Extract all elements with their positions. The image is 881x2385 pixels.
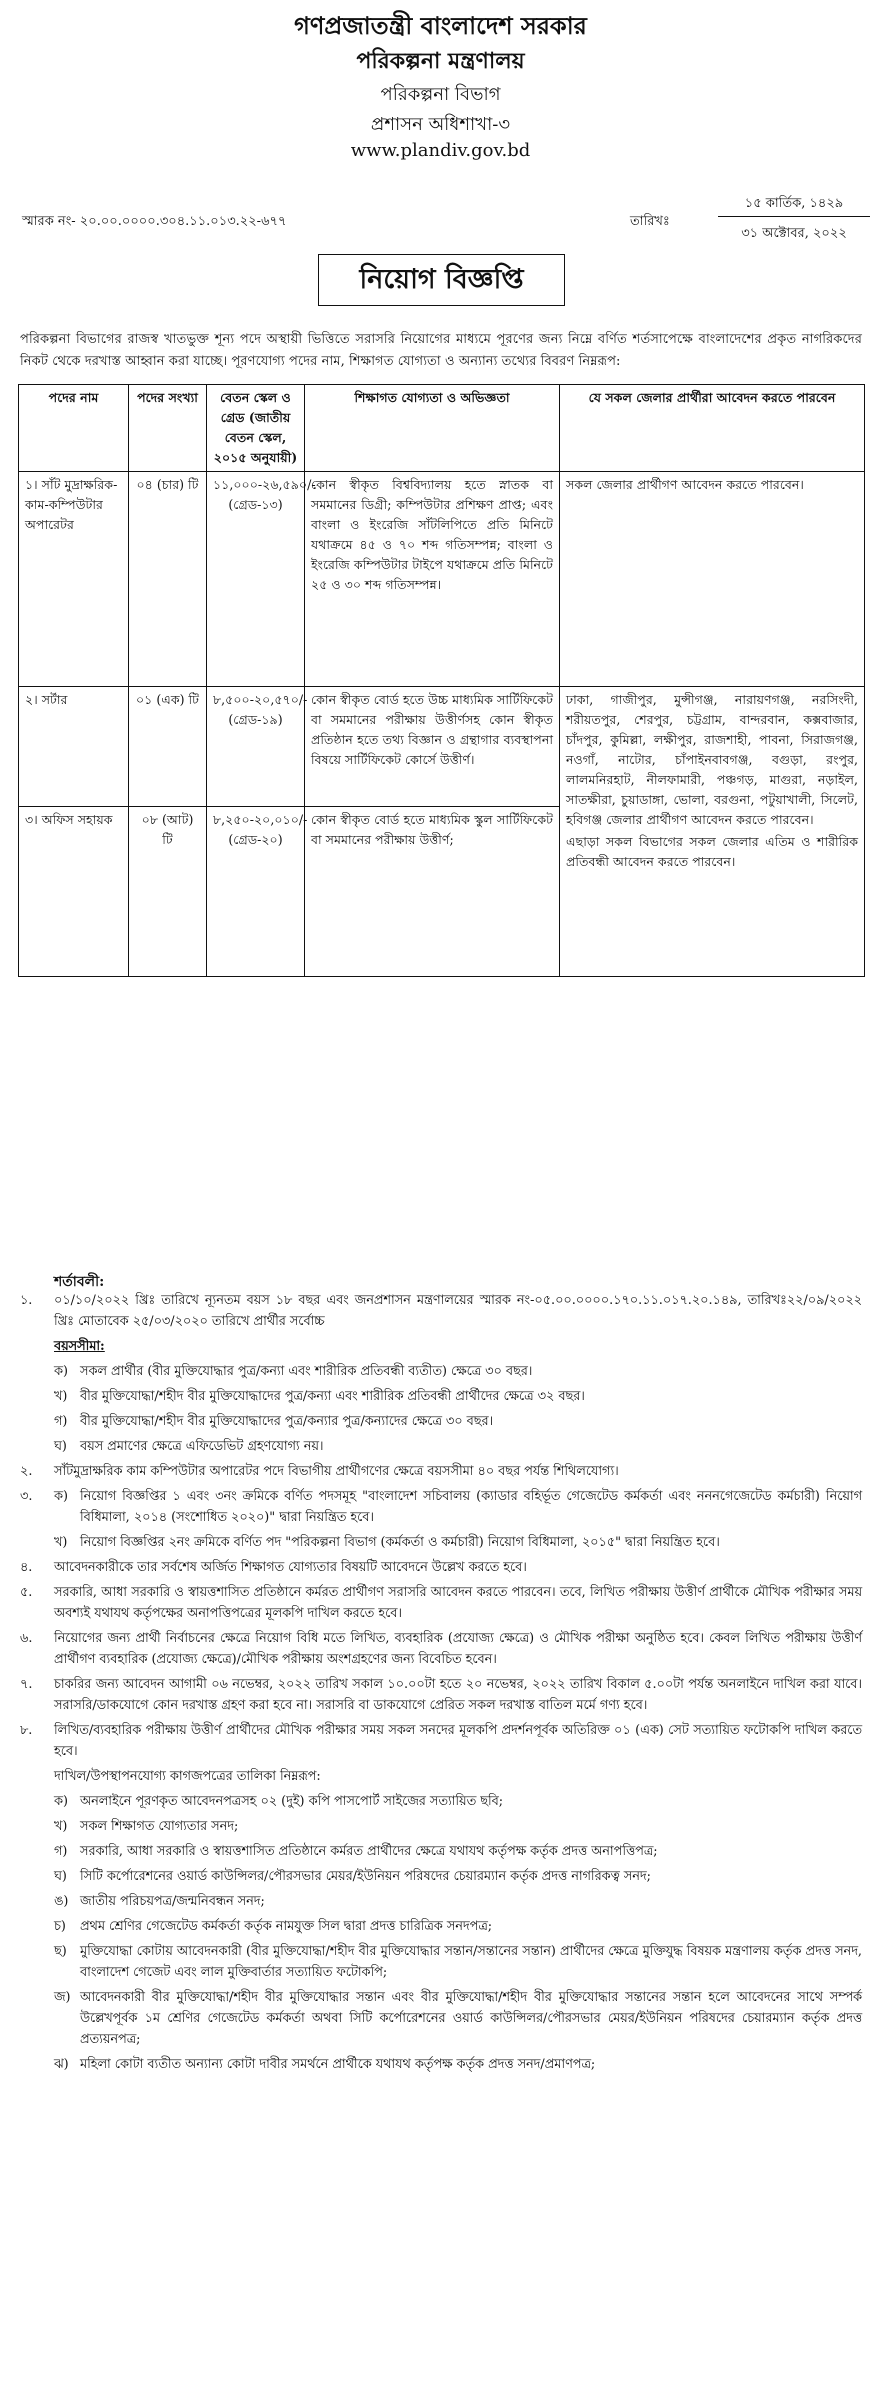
col-post-name: পদের নাম [19,385,129,472]
condition-number: ৪. [20,1560,33,1575]
table-header-row [19,385,865,472]
item-key: ঘ) [54,1869,67,1884]
item-text: বীর মুক্তিযোদ্ধা/শহীদ বীর মুক্তিযোদ্ধাদের পুত্র/কন্যার পুত্র/কন্যাদের ক্ষেত্রে ৩০ বছর। [80,1414,494,1429]
districts: ঢাকা, গাজীপুর, মুন্সীগঞ্জ, নারায়ণগঞ্জ, নরসিংদী, শরীয়তপুর, শেরপুর, চট্টগ্রাম, বান্দরবান, কক্সবাজার, চাঁদপুর, কুমিল্লা, লক্ষীপুর, রাজশাহী, পাবনা, সিরাজগঞ্জ, নওগাঁ, নাটোর, চাঁপাইনবাবগঞ্জ, বগুড়া, রংপুর, লালমনিরহাট, নীলফামারী, পঞ্চগড়, মাগুরা, নড়াইল, সাতক্ষীরা, চুয়াডাঙ্গা, ভোলা, বরগুনা, পটুয়াখালী, সিলেট, হবিগঞ্জ জেলার প্রার্থীগণ আবেদন করতে পারবেন। [566,692,858,827]
memo-number: স্মারক নং- ২০.০০.০০০০.৩০৪.১১.০১৩.২২-৬৭৭ [22,214,287,229]
item-text: আবেদনকারী বীর মুক্তিযোদ্ধা/শহীদ বীর মুক্তিযোদ্ধার সন্তান এবং বীর মুক্তিযোদ্ধা/শহীদ বীর মুক্তিযোদ্ধার সন্তানের সন্তান হলে আবেদনের সাথে সম্পর্ক উল্লেখপূর্বক ১ম শ্রেণির গেজেটেড কর্মকর্তা অথবা সিটি কর্পোরেশনের ওয়ার্ড কাউন্সিলর/পৌরসভার মেয়র/ইউনিয়ন পরিষদের চেয়ারম্যান কর্তৃক প্রদত্ত প্রত্যয়নপত্র; [80,1990,862,2047]
item-key: ঙ) [54,1894,69,1909]
item-text: মহিলা কোটা ব্যতীত অন্যান্য কোটা দাবীর সমর্থনে প্রার্থীকে যথাযথ কর্তৃপক্ষ কর্তৃক প্রদত্ত সনদ/প্রমাণপত্র; [80,2057,596,2072]
condition-5 [20,1582,862,1624]
condition-text: নিয়োগ বিজ্ঞপ্তির ২নং ক্রমিকে বর্ণিত পদ "পরিকল্পনা বিভাগ (কর্মকর্তা ও কর্মচারী) নিয়োগ বিধিমালা, ২০১৫" দ্বারা নিয়ন্ত্রিত হবে। [80,1535,720,1550]
districts-extra: এছাড়া সকল বিভাগের সকল জেলার এতিম ও শারীরিক প্রতিবন্ধী আবেদন করতে পারবেন। [566,834,858,869]
documents-title: দাখিল/উপস্থাপনযোগ্য কাগজপত্রের তালিকা নিম্নরূপ: [54,1769,321,1784]
list-item [54,1386,862,1407]
condition-number: ১. [20,1293,33,1308]
list-item [54,1361,862,1382]
pay-scale: ১১,০০০-২৬,৫৯০/- (গ্রেড-১৩) [207,472,305,687]
condition-text: আবেদনকারীকে তার সর্বশেষ অর্জিত শিক্ষাগত যোগ্যতার বিষয়টি আবেদনে উল্লেখ করতে হবে। [54,1560,527,1575]
col-post-count: পদের সংখ্যা [129,385,207,472]
list-item [54,1436,862,1457]
post-name: ২। সর্টার [19,687,129,807]
condition-8 [20,1720,862,1762]
item-key: ক) [54,1489,68,1504]
table-row [19,687,865,807]
conditions-list [20,1290,862,2079]
list-item [54,1891,862,1912]
qualification: কোন স্বীকৃত বোর্ড হতে মাধ্যমিক স্কুল সার্টিফিকেট বা সমমানের পরীক্ষায় উত্তীর্ণ; [305,807,560,977]
item-key: ক) [54,1364,68,1379]
intro-paragraph: পরিকল্পনা বিভাগের রাজস্ব খাতভুক্ত শূন্য পদে অস্থায়ী ভিত্তিতে সরাসরি নিয়োগের মাধ্যমে পূরণের জন্য নিম্নে বর্ণিত শর্তসাপেক্ষে বাংলাদেশের প্রকৃত নাগরিকদের নিকট থেকে দরখাস্ত আহ্বান করা যাচ্ছে। পূরণযোগ্য পদের নাম, শিক্ষাগত যোগ্যতা ও অন্যান্য তথ্যের বিবরণ নিম্নরূপ: [20,332,862,370]
item-key: খ) [54,1389,68,1404]
item-text: অনলাইনে পূরণকৃত আবেদনপত্রসহ ০২ (দুই) কপি পাসপোর্ট সাইজের সত্যায়িত ছবি; [80,1794,504,1809]
item-key: গ) [54,1414,68,1429]
condition-text: লিখিত/ব্যবহারিক পরীক্ষায় উত্তীর্ণ প্রার্থীদের মৌখিক পরীক্ষার সময় সকল সনদের মূলকপি প্রদর্শনপূর্বক অতিরিক্ত ০১ (এক) সেট সত্যায়িত ফটোকপি দাখিল করতে হবে। [54,1723,862,1759]
item-text: বীর মুক্তিযোদ্ধা/শহীদ বীর মুক্তিযোদ্ধাদের পুত্র/কন্যা এবং শারীরিক প্রতিবন্ধী প্রার্থীদের ক্ষেত্রে ৩২ বছর। [80,1389,585,1404]
age-limit-block [54,1336,862,1457]
branch-title: প্রশাসন অধিশাখা-৩ [370,114,511,135]
col-qualification: শিক্ষাগত যোগ্যতা ও অভিজ্ঞতা [305,385,560,472]
condition-number: ৫. [20,1585,33,1600]
list-item [54,1791,862,1812]
documents-block [54,1766,862,2075]
item-key: খ) [54,1819,68,1834]
conditions-title: শর্তাবলী: [54,1274,105,1290]
condition-4 [20,1557,862,1578]
condition-6 [20,1628,862,1670]
col-districts: যে সকল জেলার প্রার্থীরা আবেদন করতে পারবেন [560,385,865,472]
list-item [54,1941,862,1983]
post-count: ০১ (এক) টি [129,687,207,807]
item-key: জ) [54,1990,71,2005]
date-divider [718,216,870,217]
post-count: ০৪ (চার) টি [129,472,207,687]
districts: সকল জেলার প্রার্থীগণ আবেদন করতে পারবেন। [560,472,865,687]
item-key: ঘ) [54,1439,67,1454]
districts-shared [560,687,865,977]
table-row [19,472,865,687]
item-text: জাতীয় পরিচয়পত্র/জন্মনিবন্ধন সনদ; [80,1894,265,1909]
item-key: ঝ) [54,2057,69,2072]
condition-number: ৭. [20,1677,33,1692]
condition-7 [20,1674,862,1716]
condition-text: সরকারি, আধা সরকারি ও স্বায়ত্তশাসিত প্রতিষ্ঠানে কর্মরত প্রার্থীগণ সরাসরি আবেদন করতে পারবেন। তবে, লিখিত পরীক্ষায় উত্তীর্ণ প্রার্থীকে মৌখিক পরীক্ষার সময় অবশ্যই যথাযথ কর্তৃপক্ষের অনাপত্তিপত্রের মূলকপি দাখিল করতে হবে। [54,1585,862,1621]
posts-table [18,384,865,977]
condition-1 [20,1290,862,1332]
website-link[interactable]: www.plandiv.gov.bd [350,140,531,161]
date-label: তারিখঃ [630,214,670,229]
item-text: সকল প্রার্থীর (বীর মুক্তিযোদ্ধার পুত্র/কন্যা এবং শারীরিক প্রতিবন্ধী ব্যতীত) ক্ষেত্রে ৩০ বছর। [80,1364,533,1379]
item-text: মুক্তিযোদ্ধা কোটায় আবেদনকারী (বীর মুক্তিযোদ্ধা/শহীদ বীর মুক্তিযোদ্ধার সন্তান/সন্তানের সন্তান) প্রার্থীদের ক্ষেত্রে মুক্তিযুদ্ধ বিষয়ক মন্ত্রণালয় কর্তৃক প্রদত্ত সনদ, বাংলাদেশ গেজেট এবং লাল মুক্তিবার্তার সত্যায়িত ফটোকপি; [80,1944,862,1980]
condition-3a [20,1486,862,1528]
age-limit-title: বয়সসীমা: [54,1339,105,1354]
list-item [54,1866,862,1887]
list-item [54,1916,862,1937]
item-text: সরকারি, আধা সরকারি ও স্বায়ত্তশাসিত প্রতিষ্ঠানে কর্মরত প্রার্থীদের ক্ষেত্রে যথাযথ কর্তৃপক্ষ কর্তৃক প্রদত্ত অনাপত্তিপত্র; [80,1844,658,1859]
list-item [54,1987,862,2050]
item-key: চ) [54,1919,66,1934]
item-text: বয়স প্রমাণের ক্ষেত্রে এফিডেভিট গ্রহণযোগ্য নয়। [80,1439,324,1454]
post-count: ০৮ (আট) টি [129,807,207,977]
item-text: সকল শিক্ষাগত যোগ্যতার সনদ; [80,1819,239,1834]
condition-2 [20,1461,862,1482]
division-title: পরিকল্পনা বিভাগ [380,84,501,105]
post-name: ৩। অফিস সহায়ক [19,807,129,977]
item-key: গ) [54,1844,68,1859]
list-item [54,2054,862,2075]
list-item [54,1816,862,1837]
item-key: ক) [54,1794,68,1809]
govt-title: গণপ্রজাতন্ত্রী বাংলাদেশ সরকার [294,11,587,40]
condition-number: ৬. [20,1631,33,1646]
notice-title: নিয়োগ বিজ্ঞপ্তি [318,254,565,306]
condition-text: সাঁটমুদ্রাক্ষরিক কাম কম্পিউটার অপারেটর পদে বিভাগীয় প্রার্থীগণের ক্ষেত্রে বয়সসীমা ৪০ বছর পর্যন্ত শিথিলযোগ্য। [54,1464,619,1479]
pay-scale: ৮,২৫০-২০,০১০/- (গ্রেড-২০) [207,807,305,977]
date-gregorian: ৩১ অক্টোবর, ২০২২ [741,226,847,241]
qualification: কোন স্বীকৃত বোর্ড হতে উচ্চ মাধ্যমিক সার্টিফিকেট বা সমমানের পরীক্ষায় উত্তীর্ণসহ কোন স্বীকৃত প্রতিষ্ঠান হতে তথ্য বিজ্ঞান ও গ্রন্থাগার ব্যবস্থাপনা বিষয়ে সার্টিফিকেট কোর্সে উত্তীর্ণ। [305,687,560,807]
condition-number: ৮. [20,1723,33,1738]
condition-text: ০১/১০/২০২২ খ্রিঃ তারিখে ন্যূনতম বয়স ১৮ বছর এবং জনপ্রশাসন মন্ত্রণালয়ের স্মারক নং-০৫.০০.০০০০.১৭০.১১.০১৭.২০.১৪৯, তারিখঃ২২/০৯/২০২২ খ্রিঃ মোতাবেক ২৫/০৩/২০২০ তারিখে প্রার্থীর সর্বোচ্চ [54,1293,862,1329]
pay-scale: ৮,৫০০-২০,৫৭০/- (গ্রেড-১৯) [207,687,305,807]
col-pay-scale: বেতন স্কেল ও গ্রেড (জাতীয় বেতন স্কেল, ২০১৫ অনুযায়ী) [207,385,305,472]
condition-number: ২. [20,1464,33,1479]
qualification: কোন স্বীকৃত বিশ্ববিদ্যালয় হতে স্নাতক বা সমমানের ডিগ্রী; কম্পিউটার প্রশিক্ষণ প্রাপ্ত; এবং বাংলা ও ইংরেজি সাঁটলিপিতে প্রতি মিনিটে যথাক্রমে ৪৫ ও ৭০ শব্দ গতিসম্পন্ন; বাংলা ও ইংরেজি কম্পিউটার টাইপে যথাক্রমে প্রতি মিনিটে ২৫ ও ৩০ শব্দ গতিসম্পন্ন। [305,472,560,687]
condition-text: নিয়োগ বিজ্ঞপ্তির ১ এবং ৩নং ক্রমিকে বর্ণিত পদসমূহ "বাংলাদেশ সচিবালয় (ক্যাডার বহির্ভূত গেজেটেড কর্মকর্তা এবং নননগেজেটেড কর্মচারী) নিয়োগ বিধিমালা, ২০১৪ (সংশোধিত ২০২০)" দ্বারা নিয়ন্ত্রিত হবে। [80,1489,862,1525]
item-text: প্রথম শ্রেণির গেজেটেড কর্মকর্তা কর্তৃক নামযুক্ত সিল দ্বারা প্রদত্ত চারিত্রিক সনদপত্র; [80,1919,493,1934]
post-name: ১। সাঁট মুদ্রাক্ষরিক-কাম-কম্পিউটার অপারেটর [19,472,129,687]
date-bangla: ১৫ কার্তিক, ১৪২৯ [744,196,844,211]
condition-number: ৩. [20,1489,33,1504]
list-item [54,1411,862,1432]
ministry-title: পরিকল্পনা মন্ত্রণালয় [356,48,525,74]
item-text: সিটি কর্পোরেশনের ওয়ার্ড কাউন্সিলর/পৌরসভার মেয়র/ইউনিয়ন পরিষদের চেয়ারম্যান কর্তৃক প্রদত্ত নাগরিকত্ব সনদ; [80,1869,651,1884]
list-item [54,1841,862,1862]
item-key: ছ) [54,1944,67,1959]
item-key: খ) [54,1535,68,1550]
condition-3b [54,1532,862,1553]
condition-text: নিয়োগের জন্য প্রার্থী নির্বাচনের ক্ষেত্রে নিয়োগ বিধি মতে লিখিত, ব্যবহারিক (প্রযোজ্য ক্ষেত্রে) ও মৌখিক পরীক্ষা অনুষ্ঠিত হবে। কেবল লিখিত পরীক্ষায় উত্তীর্ণ প্রার্থীগণ ব্যবহারিক (প্রযোজ্য ক্ষেত্রে)/মৌখিক পরীক্ষায় অংশগ্রহণের জন্য বিবেচিত হবেন। [54,1631,862,1667]
condition-text: চাকরির জন্য আবেদন আগামী ০৬ নভেম্বর, ২০২২ তারিখ সকাল ১০.০০টা হতে ২০ নভেম্বর, ২০২২ তারিখ বিকাল ৫.০০টা পর্যন্ত অনলাইনে দাখিল করা যাবে। সরাসরি/ডাকযোগে কোন দরখাস্ত গ্রহণ করা হবে না। সরাসরি বা ডাকযোগে প্রেরিত সকল দরখাস্ত বাতিল মর্মে গণ্য হবে। [54,1677,862,1713]
